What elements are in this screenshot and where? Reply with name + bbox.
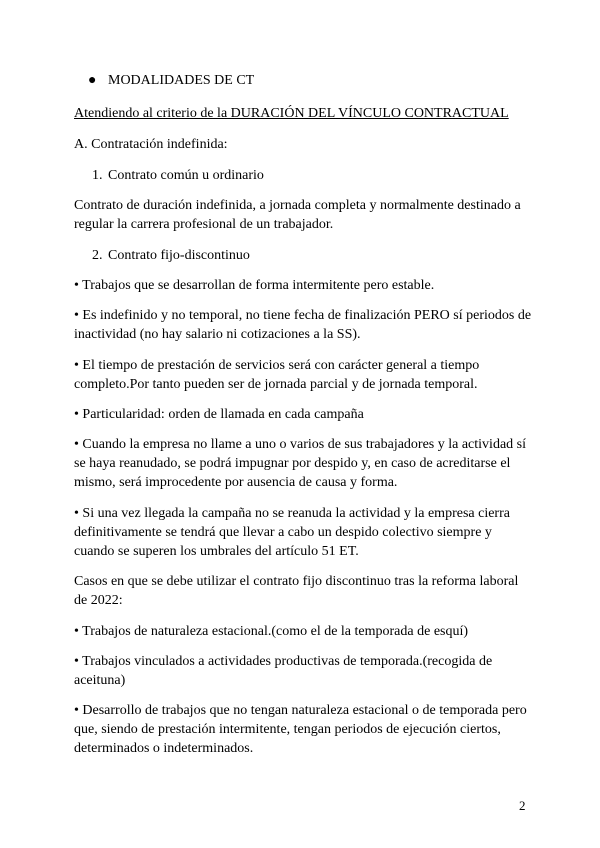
criterion-text: Atendiendo al criterio de la DURACIÓN DEL VÍNCULO CONTRACTUAL [74,106,509,121]
bullet-paragraph: • El tiempo de prestación de servicios será con carácter general a tiempo completo.Por tanto pueden ser de jornada parcial y de jornada temporal. [74,358,480,392]
heading-line [88,71,548,90]
heading-text: MODALIDADES DE CT [108,73,255,88]
bullet-paragraph: • Trabajos que se desarrollan de forma intermitente pero estable. [74,278,435,293]
list-number: 1. [92,168,103,183]
bullet-paragraph: • Cuando la empresa no llame a uno o varios de sus trabajadores y la actividad sí se haya reanudado, se podrá impugnar por despido y, en caso de acreditarse el mismo, será improcedente por ausencia de causa y forma. [74,437,526,490]
case-paragraph: • Desarrollo de trabajos que no tengan naturaleza estacional o de temporada pero que, siendo de prestación intermitente, tengan periodos de ejecución ciertos, determinados o indeterminados. [74,703,527,756]
list-item-label: Contrato común u ordinario [108,168,264,183]
cases-intro: Casos en que se debe utilizar el contrato fijo discontinuo tras la reforma laboral de 2022: [74,574,519,608]
bullet-icon: ● [88,73,97,88]
list-item-label: Contrato fijo-discontinuo [108,248,250,263]
list-item-1 [92,166,552,185]
bullet-paragraph: • Si una vez llegada la campaña no se reanuda la actividad y la empresa cierra definitivamente se tendrá que llevar a cabo un despido colectivo siempre y cuando se superen los umbrales del artículo 51 ET. [74,506,510,559]
case-paragraph: • Trabajos vinculados a actividades productivas de temporada.(recogida de aceituna) [74,654,493,688]
list-item-2 [92,246,552,265]
case-paragraph: • Trabajos de naturaleza estacional.(como el de la temporada de esquí) [74,624,469,639]
item1-description: Contrato de duración indefinida, a jornada completa y normalmente destinado a regular la carrera profesional de un trabajador. [74,198,521,232]
bullet-paragraph: • Es indefinido y no temporal, no tiene fecha de finalización PERO sí periodos de inactividad (no hay salario ni cotizaciones a la SS). [74,308,532,342]
section-a-title: A. Contratación indefinida: [74,137,228,152]
list-number: 2. [92,248,103,263]
page-number: 2 [519,798,526,813]
bullet-paragraph: • Particularidad: orden de llamada en cada campaña [74,407,364,422]
